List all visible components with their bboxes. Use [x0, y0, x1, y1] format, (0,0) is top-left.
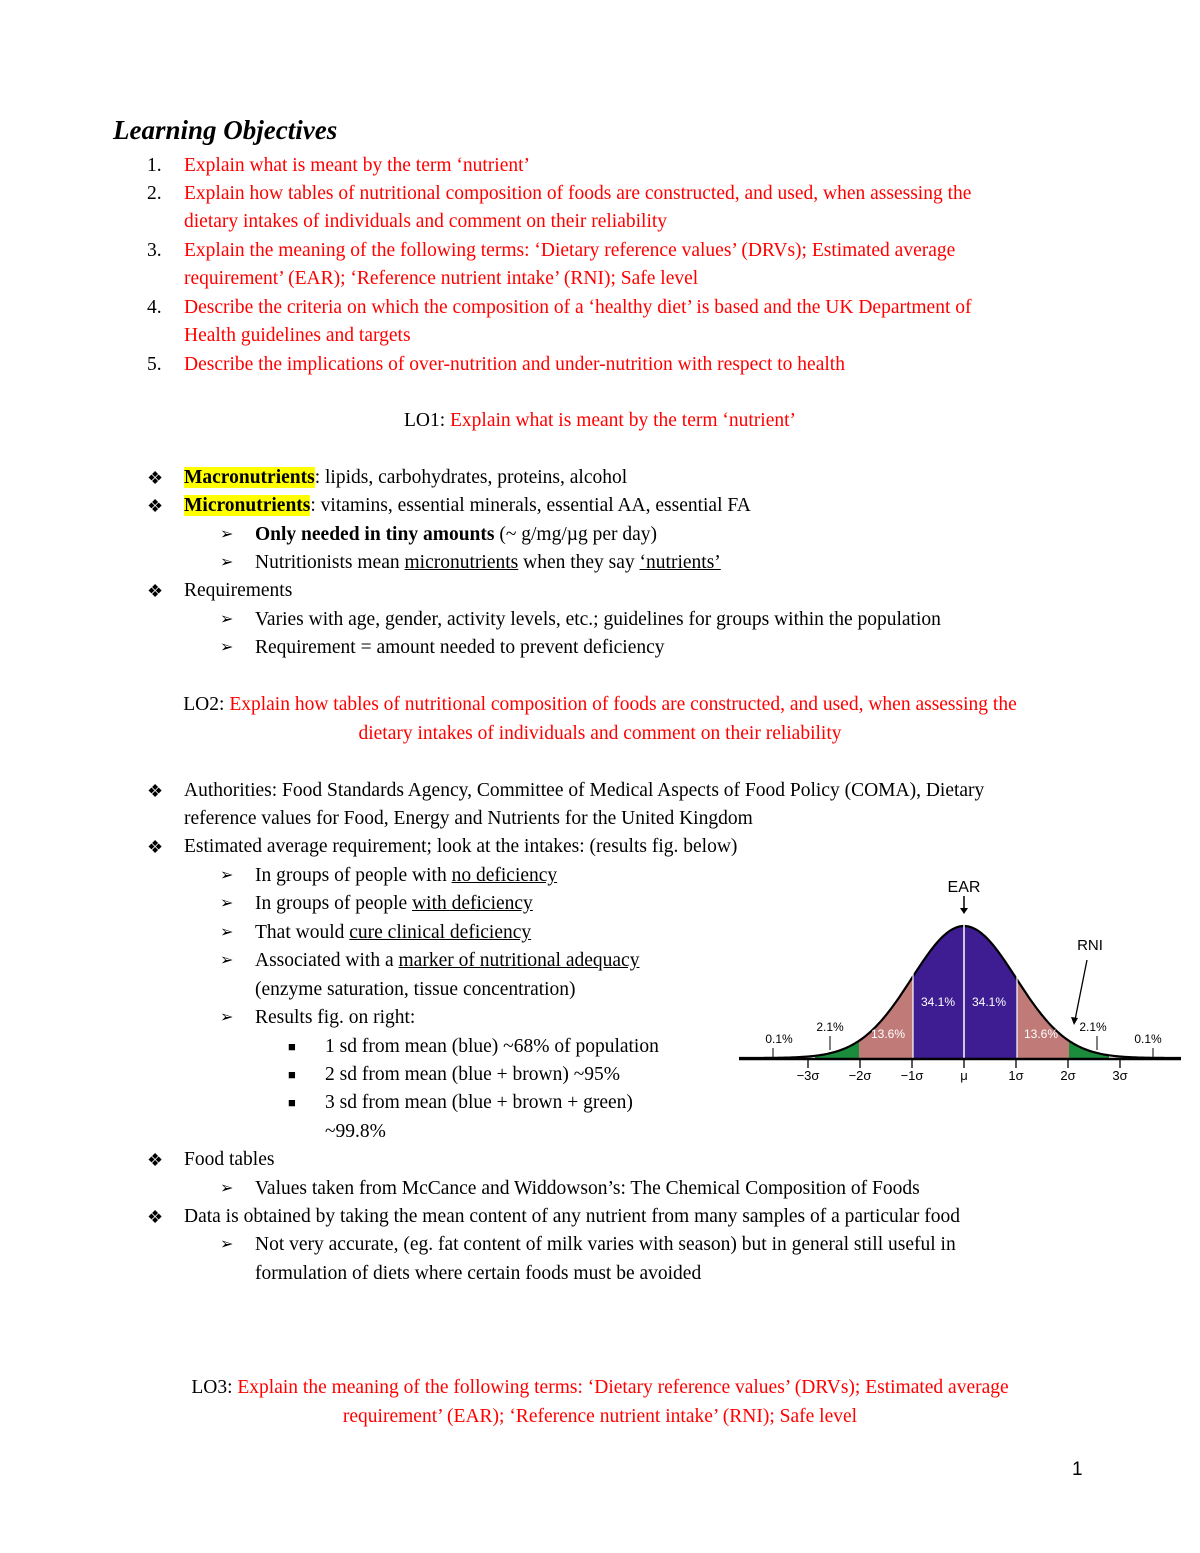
ear-label: EAR — [947, 879, 981, 896]
tick-label: 1σ — [1008, 1068, 1024, 1083]
sub-bullet: Values taken from McCance and Widdowson’s: The Chemical Composition of Foods — [255, 1178, 920, 1199]
micronutrients-line: Micronutrients: vitamins, essential minerals, essential AA, essential FA — [184, 495, 751, 516]
arrow-bullet-icon: ➢ — [220, 952, 234, 969]
square-bullet-icon: ■ — [288, 1095, 296, 1110]
tick-label: μ — [960, 1068, 968, 1083]
segment-label: 0.1% — [1134, 1032, 1162, 1046]
lo1-text: Explain what is meant by the term ‘nutrient’ — [450, 410, 797, 431]
segment-label: 13.6% — [1023, 1027, 1059, 1041]
tick-label: −2σ — [848, 1068, 872, 1083]
macronutrients-line: Macronutrients: lipids, carbohydrates, proteins, alcohol — [184, 467, 628, 488]
objective-text: dietary intakes of individuals and comment on their reliability — [184, 211, 668, 232]
tick-label: −1σ — [900, 1068, 924, 1083]
lo3-heading: LO3: Explain the meaning of the following terms: ‘Dietary reference values’ (DRVs); Estimated average — [191, 1377, 1009, 1398]
page-number: 1 — [1072, 1459, 1083, 1480]
lo3-prefix: LO3: — [191, 1377, 238, 1398]
list-number: 3. — [147, 240, 162, 261]
rni-label: RNI — [1077, 937, 1103, 954]
arrow-bullet-icon: ➢ — [220, 924, 234, 941]
square-bullet-icon: ■ — [288, 1067, 296, 1082]
sub-bullet: Results fig. on right: — [255, 1007, 416, 1028]
sub-bullet: Not very accurate, (eg. fat content of milk varies with season) but in general still useful in — [255, 1234, 956, 1255]
segment-label: 34.1% — [971, 995, 1007, 1009]
objective-text: requirement’ (EAR); ‘Reference nutrient intake’ (RNI); Safe level — [184, 268, 699, 289]
arrow-bullet-icon: ➢ — [220, 554, 234, 571]
square-bullet-icon: ■ — [288, 1039, 296, 1054]
sub-bullet: Varies with age, gender, activity levels, etc.; guidelines for groups within the population — [255, 609, 941, 630]
tick-label: 2σ — [1060, 1068, 1076, 1083]
list-number: 4. — [147, 297, 162, 318]
rni-arrow — [1075, 960, 1087, 1020]
arrow-bullet-icon: ➢ — [220, 895, 234, 912]
sub-bullet-continuation: formulation of diets where certain foods must be avoided — [255, 1263, 702, 1284]
sub-bullet: Nutritionists mean micronutrients when they say ‘nutrients’ — [255, 552, 721, 573]
macronutrients-term: Macronutrients — [184, 467, 315, 488]
tick-label: 3σ — [1112, 1068, 1128, 1083]
sub-bullet-continuation: (enzyme saturation, tissue concentration) — [255, 979, 576, 1000]
tick-labels — [797, 1068, 1128, 1083]
lo2-prefix: LO2: — [183, 694, 230, 715]
diamond-bullet-icon: ❖ — [147, 581, 164, 601]
normal-distribution-figure — [735, 868, 1183, 1083]
arrow-bullet-icon: ➢ — [220, 611, 234, 628]
sub-sub-bullet: 2 sd from mean (blue + brown) ~95% — [325, 1064, 621, 1085]
sub-sub-bullet: 3 sd from mean (blue + brown + green) — [325, 1092, 633, 1113]
diamond-bullet-icon: ❖ — [147, 837, 164, 857]
sub-bullet: Associated with a marker of nutritional adequacy — [255, 950, 640, 971]
lo1-prefix: LO1: — [403, 410, 450, 431]
diamond-bullet-icon: ❖ — [147, 1150, 164, 1170]
arrow-bullet-icon: ➢ — [220, 1180, 234, 1197]
segment-label: 2.1% — [816, 1020, 844, 1034]
sub-bullet: In groups of people with deficiency — [255, 893, 533, 914]
curve-fill-group — [815, 868, 1109, 1058]
segment-label: 0.1% — [765, 1032, 793, 1046]
blue-segment — [913, 868, 1017, 1058]
diamond-bullet-icon: ❖ — [147, 468, 164, 488]
objective-text: Describe the criteria on which the composition of a ‘healthy diet’ is based and the UK Department of — [184, 297, 972, 318]
lo3-heading-line2: requirement’ (EAR); ‘Reference nutrient intake’ (RNI); Safe level — [342, 1406, 858, 1427]
sub-bullet: Only needed in tiny amounts (~ g/mg/µg per day) — [255, 524, 658, 545]
objective-text: Explain what is meant by the term ‘nutrient’ — [184, 155, 531, 176]
lo2-heading-line2: dietary intakes of individuals and comment on their reliability — [358, 723, 842, 744]
sub-sub-bullet: 1 sd from mean (blue) ~68% of population — [325, 1036, 659, 1057]
rni-arrowhead-icon — [1071, 1017, 1078, 1025]
objective-text: Health guidelines and targets — [184, 325, 411, 346]
objective-text: Describe the implications of over-nutrition and under-nutrition with respect to health — [184, 354, 845, 375]
tick-marks — [808, 1060, 1120, 1068]
diamond-bullet-icon: ❖ — [147, 1207, 164, 1227]
ear-line: Estimated average requirement; look at the intakes: (results fig. below) — [184, 836, 738, 857]
requirements-line: Requirements — [184, 580, 293, 601]
data-obtained-line: Data is obtained by taking the mean content of any nutrient from many samples of a particular food — [184, 1206, 960, 1227]
arrow-bullet-icon: ➢ — [220, 639, 234, 656]
tick-label: −3σ — [796, 1068, 820, 1083]
arrow-bullet-icon: ➢ — [220, 867, 234, 884]
authorities-line: Authorities: Food Standards Agency, Committee of Medical Aspects of Food Policy (COMA), Dietary — [184, 780, 985, 801]
segment-label: 2.1% — [1079, 1020, 1107, 1034]
sub-bullet: Requirement = amount needed to prevent deficiency — [255, 637, 665, 658]
food-tables-line: Food tables — [184, 1149, 275, 1170]
lo2-heading: LO2: Explain how tables of nutritional composition of foods are constructed, and used, when assessing the — [183, 694, 1017, 715]
objective-text: Explain how tables of nutritional composition of foods are constructed, and used, when assessing the — [184, 183, 972, 204]
micronutrients-term: Micronutrients — [184, 495, 311, 516]
list-number: 1. — [147, 155, 162, 176]
objective-text: Explain the meaning of the following terms: ‘Dietary reference values’ (DRVs); Estimated average — [184, 240, 956, 261]
diamond-bullet-icon: ❖ — [147, 781, 164, 801]
segment-label: 13.6% — [870, 1027, 906, 1041]
sub-sub-bullet-continuation: ~99.8% — [325, 1121, 386, 1142]
segment-label: 34.1% — [920, 995, 956, 1009]
sub-bullet: In groups of people with no deficiency — [255, 865, 558, 886]
arrow-bullet-icon: ➢ — [220, 1236, 234, 1253]
authorities-line: reference values for Food, Energy and Nutrients for the United Kingdom — [184, 808, 753, 829]
arrow-bullet-icon: ➢ — [220, 526, 234, 543]
diamond-bullet-icon: ❖ — [147, 496, 164, 516]
page-title: Learning Objectives — [113, 115, 338, 145]
ear-arrowhead-icon — [960, 908, 968, 914]
arrow-bullet-icon: ➢ — [220, 1009, 234, 1026]
list-number: 5. — [147, 354, 162, 375]
list-number: 2. — [147, 183, 162, 204]
lo1-heading — [0, 407, 1200, 435]
sub-bullet: That would cure clinical deficiency — [255, 922, 532, 943]
